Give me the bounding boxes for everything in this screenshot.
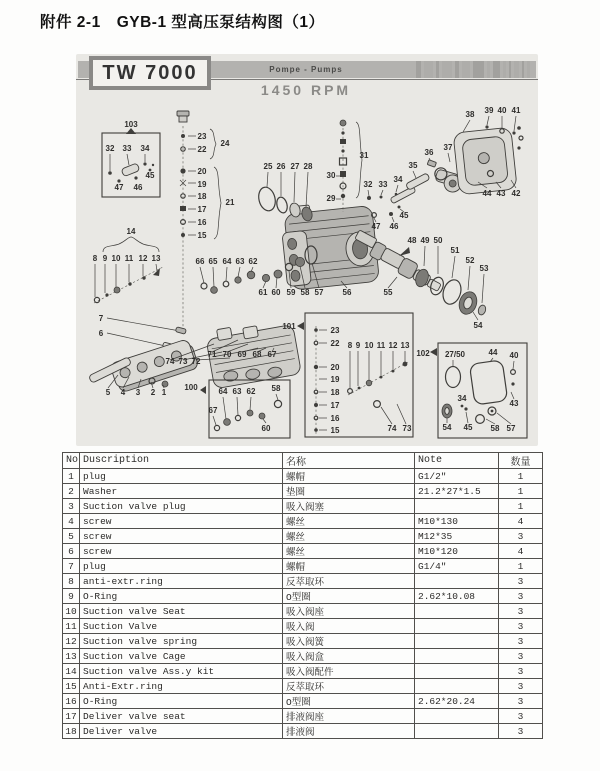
table-cell: anti-extr.ring — [80, 574, 283, 589]
table-cell: 3 — [499, 589, 543, 604]
table-cell: 3 — [499, 664, 543, 679]
table-cell: G1/2″ — [415, 469, 499, 484]
table-cell: 3 — [63, 499, 80, 514]
table-cell: 12 — [63, 634, 80, 649]
table-row — [63, 499, 543, 514]
part-number-label: 3 — [135, 388, 141, 397]
part-number-label: 34 — [393, 175, 403, 184]
part-number-label: 46 — [133, 183, 143, 192]
part-number-label: 48 — [407, 236, 417, 245]
table-cell: 垫圈 — [283, 484, 415, 499]
table-row — [63, 574, 543, 589]
suction-valve-kit-group — [94, 237, 163, 303]
part-number-label: 43 — [496, 189, 506, 198]
part-number-label: 20 — [330, 363, 340, 372]
part-number-label: 47 — [114, 183, 124, 192]
part-number-label: 63 — [235, 257, 245, 266]
part-number-label: 34 — [140, 144, 150, 153]
table-cell: 5 — [63, 529, 80, 544]
part-number-label: 12 — [138, 254, 148, 263]
part-number-label: 13 — [400, 341, 410, 350]
table-cell — [415, 679, 499, 694]
table-cell: O型圈 — [283, 589, 415, 604]
part-number-label: 38 — [465, 110, 475, 119]
part-number-label: 57 — [314, 288, 324, 297]
table-cell: 吸入阀簧 — [283, 634, 415, 649]
part-number-label: 54 — [473, 321, 483, 330]
part-number-label: 67 — [208, 406, 218, 415]
table-cell: 9 — [63, 589, 80, 604]
table-cell: 吸入阀盒 — [283, 649, 415, 664]
table-cell: M10*120 — [415, 544, 499, 559]
part-number-label: 17 — [330, 401, 340, 410]
table-row — [63, 619, 543, 634]
table-cell: 16 — [63, 694, 80, 709]
table-cell: 1 — [499, 469, 543, 484]
part-number-label: 29 — [326, 194, 336, 203]
part-number-label: 35 — [408, 161, 418, 170]
table-cell: 3 — [499, 634, 543, 649]
table-row — [63, 469, 543, 484]
part-number-label: 32 — [363, 180, 373, 189]
part-number-label: 74 — [165, 357, 175, 366]
part-number-label: 68 — [252, 350, 262, 359]
table-cell: M10*130 — [415, 514, 499, 529]
part-number-label: 57 — [506, 424, 516, 433]
table-cell: 反萃取环 — [283, 679, 415, 694]
table-cell: screw — [80, 529, 283, 544]
parts-table-header-row — [63, 453, 543, 469]
table-cell: 7 — [63, 559, 80, 574]
table-cell: 11 — [63, 619, 80, 634]
table-row — [63, 544, 543, 559]
table-cell: 3 — [499, 604, 543, 619]
part-number-label: 49 — [420, 236, 430, 245]
part-number-label: 103 — [124, 120, 138, 129]
table-cell: 1 — [499, 484, 543, 499]
table-row — [63, 514, 543, 529]
part-number-label: 33 — [122, 144, 132, 153]
part-number-label: 15 — [330, 426, 340, 435]
table-cell: 10 — [63, 604, 80, 619]
table-cell: 15 — [63, 679, 80, 694]
part-number-label: 5 — [105, 388, 111, 397]
table-row — [63, 694, 543, 709]
col-header-description: Duscription — [80, 453, 283, 469]
table-cell: 排液阀座 — [283, 709, 415, 724]
part-number-label: 71 — [207, 350, 217, 359]
part-number-label: 15 — [197, 231, 207, 240]
table-cell: 18 — [63, 724, 80, 739]
part-number-label: 58 — [490, 424, 500, 433]
table-cell: screw — [80, 544, 283, 559]
part-number-label: 21 — [225, 198, 235, 207]
table-cell: 2 — [63, 484, 80, 499]
part-number-label: 39 — [484, 106, 494, 115]
part-number-label: 31 — [359, 151, 369, 160]
table-cell: G1/4″ — [415, 559, 499, 574]
part-number-label: 2 — [150, 388, 156, 397]
table-cell — [415, 499, 499, 514]
table-cell: 3 — [499, 619, 543, 634]
table-row — [63, 709, 543, 724]
table-row — [63, 724, 543, 739]
page-title: 附件 2-1 GYB-1 型高压泵结构图（1） — [40, 14, 325, 31]
table-cell: plug — [80, 469, 283, 484]
table-row — [63, 484, 543, 499]
detail-box-101 — [297, 313, 413, 437]
part-number-label: 64 — [222, 257, 232, 266]
table-row — [63, 589, 543, 604]
part-number-label: 8 — [92, 254, 98, 263]
part-number-label: 45 — [463, 423, 473, 432]
pump-diagram-panel — [76, 54, 538, 446]
part-number-label: 10 — [111, 254, 121, 263]
part-number-label: 43 — [509, 399, 519, 408]
table-cell: 8 — [63, 574, 80, 589]
table-cell: 21.2*27*1.5 — [415, 484, 499, 499]
table-cell — [415, 709, 499, 724]
valve-stack-29-31 — [336, 120, 362, 212]
table-cell: 螺丝 — [283, 514, 415, 529]
part-number-label: 45 — [399, 211, 409, 220]
exploded-view-drawing — [76, 54, 538, 446]
part-number-label: 11 — [124, 254, 134, 263]
table-cell: Deliver valve — [80, 724, 283, 739]
col-header-no: No — [63, 453, 80, 469]
table-cell: 3 — [499, 679, 543, 694]
part-number-label: 19 — [197, 180, 207, 189]
table-row — [63, 679, 543, 694]
table-row — [63, 649, 543, 664]
table-cell: screw — [80, 514, 283, 529]
part-number-label: 32 — [105, 144, 115, 153]
part-number-label: 4 — [120, 388, 126, 397]
part-number-label: 18 — [197, 192, 207, 201]
part-number-label: 28 — [303, 162, 313, 171]
part-number-label: 14 — [126, 227, 136, 236]
table-cell: plug — [80, 559, 283, 574]
table-cell — [415, 574, 499, 589]
table-row — [63, 634, 543, 649]
table-cell: 螺帽 — [283, 559, 415, 574]
part-number-label: 40 — [509, 351, 519, 360]
table-cell: 3 — [499, 694, 543, 709]
detail-box-103 — [102, 128, 160, 197]
part-number-label: 10 — [364, 341, 374, 350]
part-number-label: 62 — [248, 257, 258, 266]
part-number-label: 72 — [191, 357, 201, 366]
part-number-label: 55 — [383, 288, 393, 297]
part-number-label: 22 — [197, 145, 207, 154]
parts-table — [62, 452, 543, 739]
table-cell: 3 — [499, 724, 543, 739]
part-number-label: 41 — [511, 106, 521, 115]
table-cell: O-Ring — [80, 589, 283, 604]
table-cell — [415, 649, 499, 664]
part-number-label: 45 — [145, 171, 155, 180]
part-number-label: 52 — [465, 256, 475, 265]
table-cell: 吸入阀配件 — [283, 664, 415, 679]
part-number-label: 1 — [161, 388, 167, 397]
part-number-label: 25 — [263, 162, 273, 171]
part-number-label: 74 — [387, 424, 397, 433]
part-number-label: 20 — [197, 167, 207, 176]
part-number-label: 73 — [402, 424, 412, 433]
table-cell: 3 — [499, 574, 543, 589]
table-cell: 吸入阀塞 — [283, 499, 415, 514]
model-name: TW 7000 — [102, 61, 198, 84]
part-number-label: 19 — [330, 375, 340, 384]
table-cell: 1 — [499, 559, 543, 574]
table-cell: Suction valve Cage — [80, 649, 283, 664]
part-number-label: 34 — [457, 394, 467, 403]
table-cell: Suction valve Ass.y kit — [80, 664, 283, 679]
part-number-label: 73 — [178, 357, 188, 366]
part-number-label: 12 — [388, 341, 398, 350]
part-number-label: 16 — [197, 218, 207, 227]
part-number-label: 24 — [220, 139, 230, 148]
part-number-label: 67 — [267, 350, 277, 359]
part-number-label: 66 — [195, 257, 205, 266]
part-number-label: 8 — [347, 341, 353, 350]
table-cell — [415, 619, 499, 634]
part-number-label: 61 — [258, 288, 268, 297]
part-number-label: 27 — [290, 162, 300, 171]
part-number-label: 6 — [98, 329, 104, 338]
table-row — [63, 604, 543, 619]
table-cell: 6 — [63, 544, 80, 559]
part-number-label: 13 — [151, 254, 161, 263]
part-number-label: 65 — [208, 257, 218, 266]
part-number-label: 56 — [342, 288, 352, 297]
table-cell: 2.62*20.24 — [415, 694, 499, 709]
part-number-label: 16 — [330, 414, 340, 423]
table-cell: 14 — [63, 664, 80, 679]
part-number-label: 9 — [102, 254, 108, 263]
shaft-seals-25-28 — [256, 172, 313, 222]
table-cell — [415, 664, 499, 679]
part-number-label: 11 — [376, 341, 386, 350]
part-number-label: 60 — [261, 424, 271, 433]
table-cell — [415, 724, 499, 739]
part-number-label: 58 — [271, 384, 281, 393]
part-number-label: 46 — [389, 222, 399, 231]
table-cell — [415, 604, 499, 619]
part-number-label: 60 — [271, 288, 281, 297]
table-cell: 螺帽 — [283, 469, 415, 484]
table-cell: 2.62*10.08 — [415, 589, 499, 604]
table-cell: 排液阀 — [283, 724, 415, 739]
table-cell: 螺丝 — [283, 529, 415, 544]
table-row — [63, 559, 543, 574]
part-number-label: 23 — [197, 132, 207, 141]
part-number-label: 42 — [511, 189, 521, 198]
col-header-name-cn: 名称 — [283, 453, 415, 469]
table-cell — [415, 634, 499, 649]
part-number-label: 69 — [237, 350, 247, 359]
header-subtitle: Pompe - Pumps — [269, 65, 343, 74]
part-number-label: 44 — [488, 348, 498, 357]
part-number-label: 101 — [282, 322, 296, 331]
part-number-label: 47 — [371, 222, 381, 231]
part-number-label: 59 — [286, 288, 296, 297]
table-cell: 4 — [499, 514, 543, 529]
part-number-label: 26 — [276, 162, 286, 171]
piston-seal-rings — [200, 267, 255, 293]
part-number-label: 18 — [330, 388, 340, 397]
rear-cover-drawing — [453, 116, 523, 195]
part-number-label: 44 — [482, 189, 492, 198]
table-cell: 4 — [63, 514, 80, 529]
table-cell: Suction valve spring — [80, 634, 283, 649]
col-header-qty: 数量 — [499, 453, 543, 469]
table-cell: Washer — [80, 484, 283, 499]
table-cell: M12*35 — [415, 529, 499, 544]
part-number-label: 30 — [326, 171, 336, 180]
part-number-label: 62 — [246, 387, 256, 396]
part-number-label: 63 — [232, 387, 242, 396]
table-cell: 反萃取环 — [283, 574, 415, 589]
part-number-label: 100 — [184, 383, 198, 392]
table-cell: 13 — [63, 649, 80, 664]
part-number-label: 50 — [433, 236, 443, 245]
rpm-label: 1450 RPM — [260, 82, 352, 98]
table-cell: 吸入阀 — [283, 619, 415, 634]
table-cell: Suction valve Seat — [80, 604, 283, 619]
table-cell: O-Ring — [80, 694, 283, 709]
table-cell: 17 — [63, 709, 80, 724]
table-cell: 1 — [499, 499, 543, 514]
part-number-label: 54 — [442, 423, 452, 432]
table-cell: O型圈 — [283, 694, 415, 709]
table-cell: 3 — [499, 529, 543, 544]
part-number-label: 37 — [443, 143, 453, 152]
table-cell: Deliver valve seat — [80, 709, 283, 724]
table-cell: 吸入阀座 — [283, 604, 415, 619]
part-number-label: 53 — [479, 264, 489, 273]
table-cell: 1 — [63, 469, 80, 484]
table-cell: 4 — [499, 544, 543, 559]
part-number-label: 36 — [424, 148, 434, 157]
part-number-label: 51 — [450, 246, 460, 255]
part-number-label: 9 — [355, 341, 361, 350]
table-row — [63, 664, 543, 679]
part-number-label: 17 — [197, 205, 207, 214]
col-header-note: Note — [415, 453, 499, 469]
table-cell: Suction Valve — [80, 619, 283, 634]
table-cell: 3 — [499, 709, 543, 724]
part-number-label: 7 — [98, 314, 104, 323]
part-number-label: 58 — [300, 288, 310, 297]
table-cell: Anti-Extr.ring — [80, 679, 283, 694]
part-number-label: 40 — [497, 106, 507, 115]
part-number-label: 22 — [330, 339, 340, 348]
part-number-label: 23 — [330, 326, 340, 335]
table-cell: 3 — [499, 649, 543, 664]
table-cell: Suction valve plug — [80, 499, 283, 514]
part-number-label: 64 — [218, 387, 228, 396]
table-row — [63, 529, 543, 544]
part-number-label: 70 — [222, 350, 232, 359]
table-cell: 螺丝 — [283, 544, 415, 559]
part-number-label: 33 — [378, 180, 388, 189]
part-number-label: 102 — [416, 349, 430, 358]
part-number-label: 27/50 — [444, 350, 466, 359]
